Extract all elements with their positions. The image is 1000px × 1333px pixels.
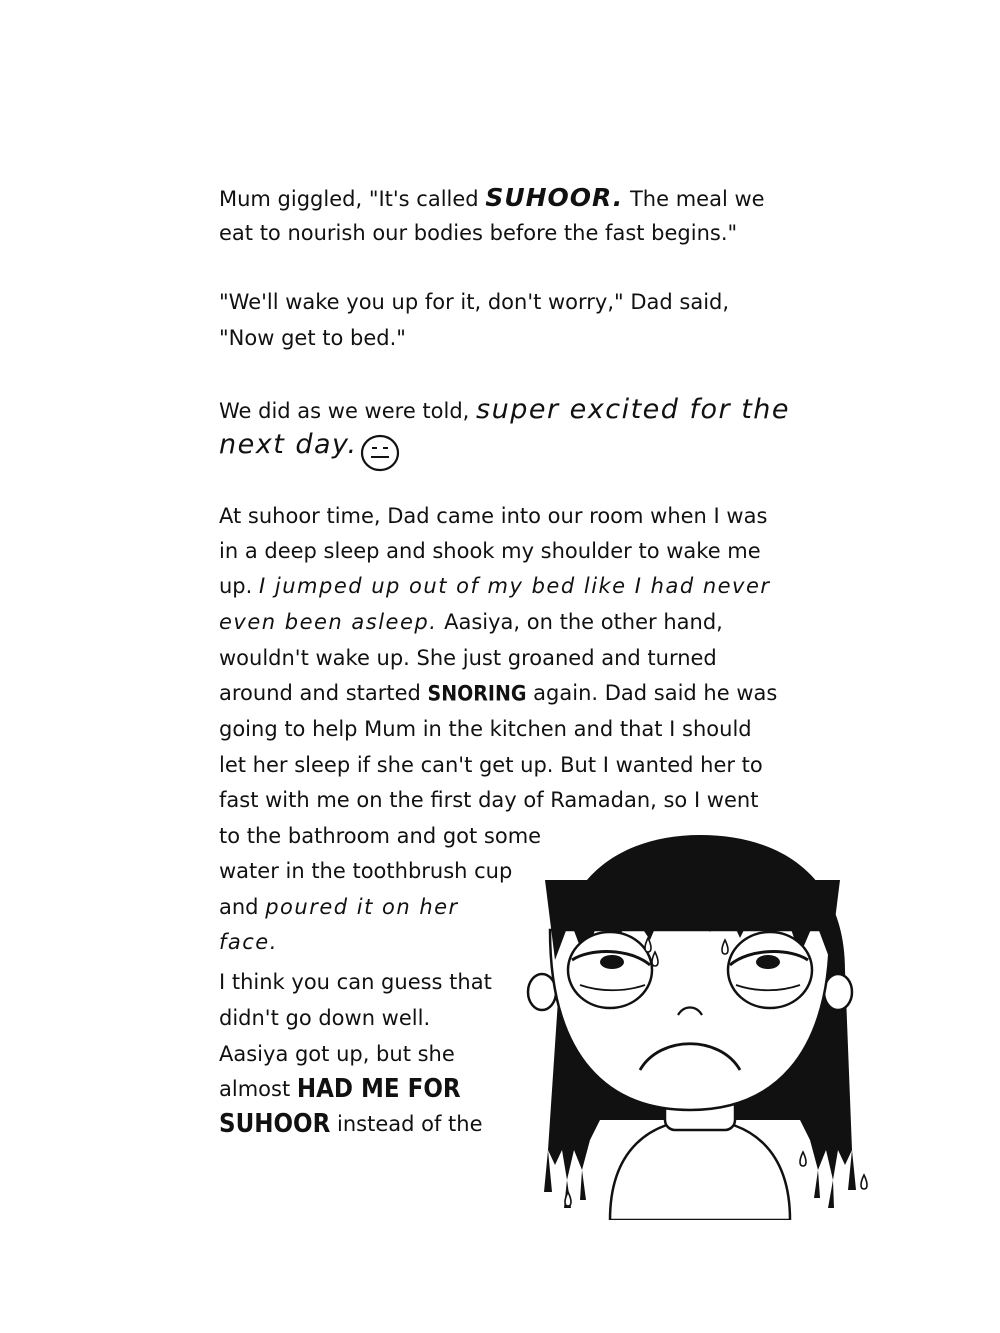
left-eye (568, 932, 652, 1008)
paragraph-4-line-10: to the bathroom and got some (219, 824, 542, 848)
paragraph-4-line-12 (219, 895, 459, 919)
text-run: again. Dad said he was (533, 681, 778, 705)
angry-wet-girl-illustration (500, 820, 900, 1220)
paragraph-5-line-3: Aasiya got up, but she (219, 1042, 455, 1066)
text-run: instead of the (337, 1112, 483, 1136)
paragraph-4-line-4 (219, 610, 723, 634)
handwritten-text: even been asleep. (219, 610, 438, 634)
text-run: Aasiya, on the other hand, (444, 610, 723, 634)
paragraph-4-line-11: water in the toothbrush cup (219, 859, 513, 883)
paragraph-1-line-2: eat to nourish our bodies before the fast begins." (219, 221, 738, 245)
paragraph-4-line-6 (219, 681, 777, 705)
paragraph-5-line-1: I think you can guess that (219, 970, 492, 994)
text-run: and (219, 895, 259, 919)
paragraph-4-line-2: in a deep sleep and shook my shoulder to wake me (219, 539, 761, 563)
handwritten-text: face. (219, 930, 278, 954)
text-run: We did as we were told, (219, 399, 470, 423)
emphasis-suhoor: SUHOOR. (485, 183, 624, 212)
handwritten-text: next day. (219, 429, 358, 460)
text-run: around and started (219, 681, 421, 705)
paragraph-5-line-5 (219, 1111, 483, 1137)
right-eye (728, 932, 812, 1008)
emphasis-suhoor: SUHOOR (219, 1109, 331, 1139)
text-run: Mum giggled, "It's called (219, 187, 479, 211)
paragraph-3-line-2 (219, 429, 358, 460)
paragraph-1-line-1 (219, 183, 765, 212)
smiley-face-icon (358, 432, 404, 474)
handwritten-text: poured it on her (265, 895, 459, 919)
paragraph-4-line-7: going to help Mum in the kitchen and that I should (219, 717, 752, 741)
handwritten-text: super excited for the (476, 394, 791, 425)
paragraph-3-line-1 (219, 394, 790, 425)
paragraph-5-line-4 (219, 1076, 461, 1102)
text-run: up. (219, 574, 253, 598)
paragraph-2-line-1: "We'll wake you up for it, don't worry," Dad said, (219, 290, 730, 314)
text-run: almost (219, 1077, 291, 1101)
paragraph-4-line-8: let her sleep if she can't get up. But I wanted her to (219, 753, 763, 777)
paragraph-4-line-13 (219, 930, 278, 954)
paragraph-4-line-5: wouldn't wake up. She just groaned and turned (219, 646, 717, 670)
handwritten-text: I jumped up out of my bed like I had never (259, 574, 771, 598)
emphasis-had-me-for: HAD ME FOR (296, 1074, 461, 1104)
paragraph-2-line-2: "Now get to bed." (219, 326, 406, 350)
emphasis-snoring: SNORING (427, 681, 527, 707)
shirt-shape (610, 1120, 790, 1220)
paragraph-4-line-3 (219, 574, 771, 598)
paragraph-4-line-9: fast with me on the first day of Ramadan, so I went (219, 788, 759, 812)
paragraph-4-line-1: At suhoor time, Dad came into our room when I was (219, 504, 768, 528)
text-run: The meal we (629, 187, 765, 211)
paragraph-5-line-2: didn't go down well. (219, 1006, 431, 1030)
